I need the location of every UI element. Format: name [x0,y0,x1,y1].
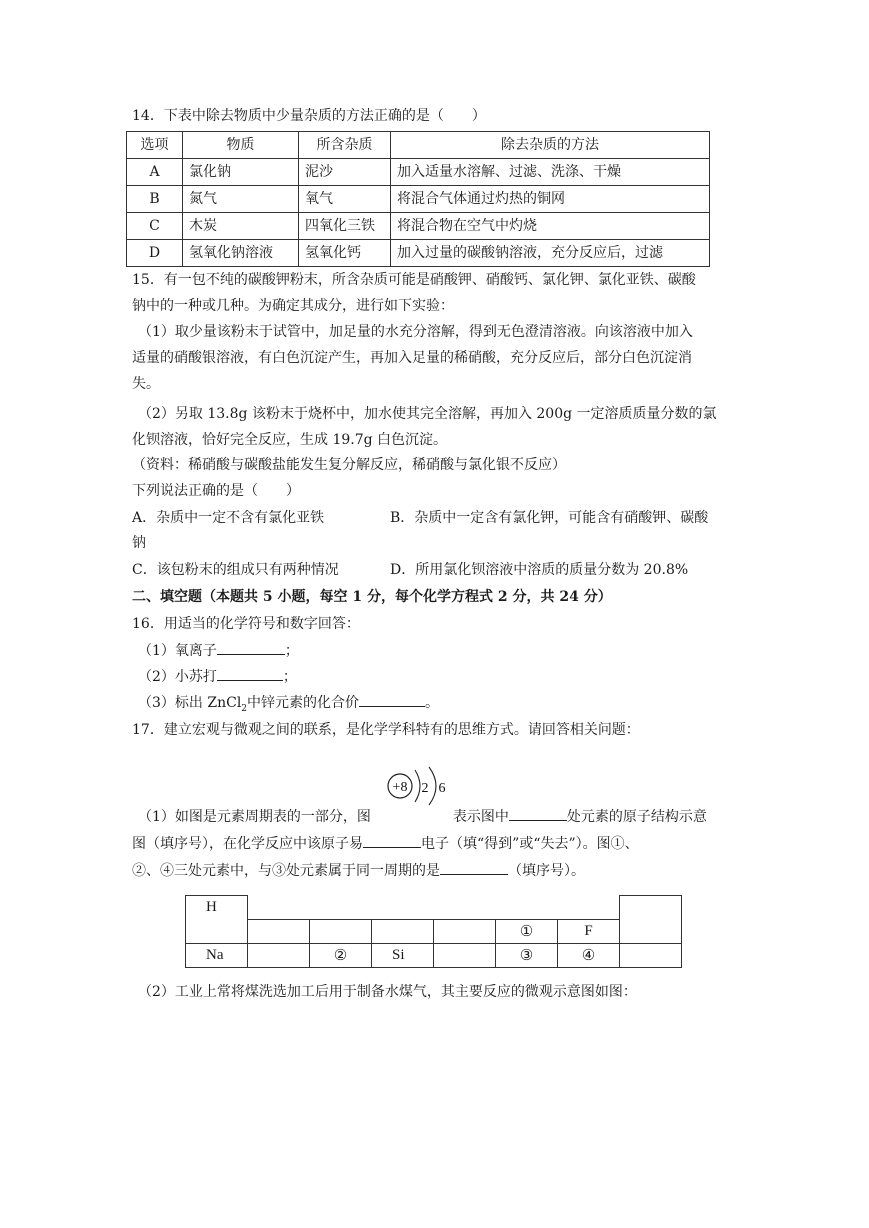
q15-option-a: A．杂质中一定不含有氯化亚铁 [132,510,325,526]
table-cell: 将混合物在空气中灼烧 [391,213,710,240]
q17-part1-line3 [132,860,585,881]
q15-part2-line2: 化钡溶液，恰好完全反应，生成 19.7g 白色沉淀。 [132,432,448,448]
q15-part1-line2: 适量的硝酸银溶液，有白色沉淀产生，再加入足量的稀硝酸，充分反应后，部分白色沉淀消 [132,350,692,366]
q16-part-b-label: （2）小苏打 [138,669,217,685]
empty-region [248,896,620,920]
element-cell: ① [496,919,558,943]
table-cell: C [127,213,183,240]
q16-part-c [138,692,439,719]
element-cell [372,919,434,943]
shell2-electrons: 6 [438,781,446,796]
q17-part1-line2 [132,833,639,854]
table-cell: 氧气 [299,186,391,213]
punctuation: ； [282,669,297,685]
q17-text: （1）如图是元素周期表的一部分，图 [138,809,371,825]
element-cell: F [558,919,620,943]
element-cell [248,943,310,967]
element-cell [434,943,496,967]
table-header: 物质 [183,132,299,159]
element-cell [310,919,372,943]
table-header-row [127,132,710,159]
punctuation: 。 [425,695,440,711]
table-row [127,240,710,267]
table-cell: 木炭 [183,213,299,240]
q15-option-c: C．该包粉末的组成只有两种情况 [132,562,339,578]
element-cell: ④ [558,943,620,967]
q17-text: 电子（填“得到”或“失去”）。图①、 [421,836,639,852]
q15-option-b-cont: 钠 [132,535,146,551]
table-row [127,159,710,186]
subscript: 2 [241,703,248,714]
table-header: 除去杂质的方法 [391,132,710,159]
answer-blank[interactable] [440,860,508,875]
electron-shell-2 [429,767,436,805]
table-cell: 氮气 [183,186,299,213]
nucleus-charge: +8 [392,780,408,795]
q16-part-b [138,666,297,687]
table-cell: 氢氧化钙 [299,240,391,267]
element-cell [186,919,248,943]
element-cell [620,896,682,920]
atom-structure-diagram [385,764,455,808]
q15-stem-line1: 15．有一包不纯的碳酸钾粉末，所含杂质可能是硝酸钾、硝酸钙、氯化钾、氯化亚铁、碳酸 [132,272,696,288]
table-cell: 将混合气体通过灼热的铜网 [391,186,710,213]
answer-blank[interactable] [363,833,421,848]
element-cell: H [186,896,248,920]
q16-part-a-label: （1）氧离子 [138,643,217,659]
table-cell: 氢氧化钠溶液 [183,240,299,267]
q17-text: （填序号）。 [508,863,585,879]
answer-blank[interactable] [217,666,283,681]
q17-text: ②、④三处元素中，与③处元素属于同一周期的是 [132,863,440,879]
element-cell: Si [372,943,434,967]
electron-shell-1 [415,770,420,802]
q15-stem-line2: 钠中的一种或几种。为确定其成分，进行如下实验： [132,298,454,314]
answer-blank[interactable] [359,692,425,707]
table-row [186,943,682,967]
table-header: 选项 [127,132,183,159]
q15-ask: 下列说法正确的是（ ） [132,483,300,499]
q16-part-a [138,640,299,661]
answer-blank[interactable] [217,640,285,655]
table-header: 所含杂质 [299,132,391,159]
q14-stem: 14．下表中除去物质中少量杂质的方法正确的是（ ） [132,108,486,124]
q14-table [126,131,710,267]
table-cell: D [127,240,183,267]
q17-text: 图（填序号），在化学反应中该原子易 [132,836,363,852]
table-cell: 四氧化三铁 [299,213,391,240]
q15-option-d: D．所用氯化钡溶液中溶质的质量分数为 20.8% [390,562,689,578]
table-cell: A [127,159,183,186]
element-cell [434,919,496,943]
answer-blank[interactable] [509,806,567,821]
table-cell: 加入过量的碳酸钠溶液，充分反应后，过滤 [391,240,710,267]
table-cell: 加入适量水溶解、过滤、洗涤、干燥 [391,159,710,186]
punctuation: ； [284,643,299,659]
q16-stem: 16．用适当的化学符号和数字回答： [132,616,360,632]
q16-part-c-label: （3）标出 ZnCl [138,695,242,711]
element-cell [248,919,310,943]
q17-stem: 17．建立宏观与微观之间的联系，是化学学科特有的思维方式。请回答相关问题： [132,722,640,738]
q15-part1-line3: 失。 [132,376,160,392]
section-heading: 二、填空题（本题共 5 小题，每空 1 分，每个化学方程式 2 分，共 24 分） [132,589,612,605]
element-cell [620,943,682,967]
q17-text: 处元素的原子结构示意 [566,809,707,825]
table-cell: 泥沙 [299,159,391,186]
periodic-table-fragment [185,895,682,968]
table-row [186,919,682,943]
q15-part1-line1: （1）取少量该粉末于试管中，加足量的水充分溶解，得到无色澄清溶液。向该溶液中加入 [138,324,693,340]
table-cell: B [127,186,183,213]
element-cell: ③ [496,943,558,967]
table-cell: 氯化钠 [183,159,299,186]
table-row [127,213,710,240]
element-cell: ② [310,943,372,967]
table-row [186,896,682,920]
q16-part-c-label-cont: 中锌元素的化合价 [247,695,360,711]
q17-text: 表示图中 [452,809,509,825]
q17-part1-line1 [138,806,707,827]
q15-part2-line1: （2）另取 13.8g 该粉末于烧杯中，加水使其完全溶解，再加入 200g 一定溶质质量分数的氯 [138,406,717,422]
table-row [127,186,710,213]
q15-option-b: B．杂质中一定含有氯化钾，可能含有硝酸钾、碳酸 [390,510,709,526]
element-cell: Na [186,943,248,967]
shell1-electrons: 2 [421,781,429,796]
q15-note: （资料：稀硝酸与碳酸盐能发生复分解反应，稀硝酸与氯化银不反应） [132,457,566,473]
q17-part2: （2）工业上常将煤洗选加工后用于制备水煤气，其主要反应的微观示意图如图： [138,984,637,1000]
element-cell [620,919,682,943]
